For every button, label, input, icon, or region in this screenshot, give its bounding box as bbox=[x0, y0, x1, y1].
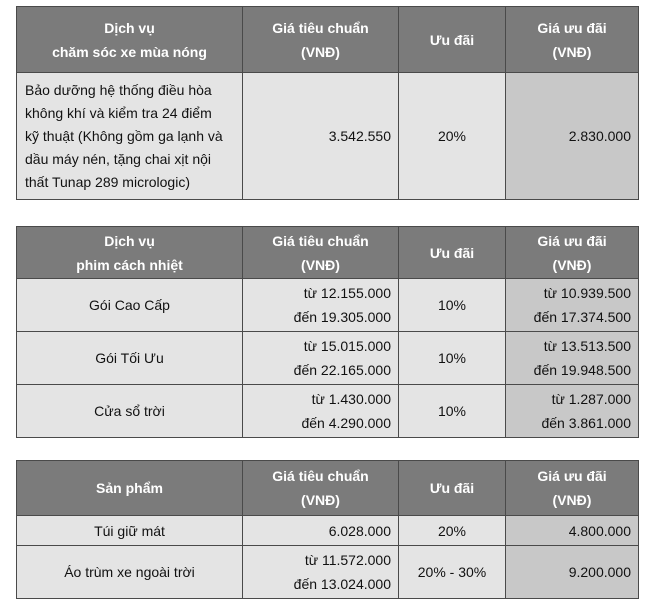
header-service: Dịch vụ phim cách nhiệt bbox=[17, 227, 243, 279]
table-row bbox=[17, 385, 639, 438]
header-service: Dịch vụ chăm sóc xe mùa nóng bbox=[17, 7, 243, 73]
discount-cell: 10% bbox=[399, 332, 506, 385]
standard-price-cell: 3.542.550 bbox=[243, 73, 399, 200]
table-row bbox=[17, 73, 639, 200]
service-name-cell: Cửa sổ trời bbox=[17, 385, 243, 438]
product-name-cell: Túi giữ mát bbox=[17, 516, 243, 546]
table-row bbox=[17, 546, 639, 599]
window-film-table bbox=[16, 226, 639, 438]
standard-price-cell: từ 11.572.000 đến 13.024.000 bbox=[243, 546, 399, 599]
table-header-row bbox=[17, 227, 639, 279]
products-table bbox=[16, 460, 639, 599]
table-row bbox=[17, 279, 639, 332]
standard-price-cell: 6.028.000 bbox=[243, 516, 399, 546]
discount-cell: 10% bbox=[399, 279, 506, 332]
header-discount: Ưu đãi bbox=[399, 227, 506, 279]
header-discount: Ưu đãi bbox=[399, 7, 506, 73]
promo-price-cell: từ 13.513.500 đến 19.948.500 bbox=[506, 332, 639, 385]
promo-price-cell: 9.200.000 bbox=[506, 546, 639, 599]
promo-price-cell: từ 10.939.500 đến 17.374.500 bbox=[506, 279, 639, 332]
header-promo-price: Giá ưu đãi (VNĐ) bbox=[506, 461, 639, 516]
table-header-row bbox=[17, 7, 639, 73]
header-product: Sản phẩm bbox=[17, 461, 243, 516]
discount-cell: 20% - 30% bbox=[399, 546, 506, 599]
header-discount: Ưu đãi bbox=[399, 461, 506, 516]
standard-price-cell: từ 15.015.000 đến 22.165.000 bbox=[243, 332, 399, 385]
service-name-cell: Gói Cao Cấp bbox=[17, 279, 243, 332]
product-name-cell: Áo trùm xe ngoài trời bbox=[17, 546, 243, 599]
promo-price-cell: 2.830.000 bbox=[506, 73, 639, 200]
summer-care-table bbox=[16, 6, 639, 200]
service-name-cell: Gói Tối Ưu bbox=[17, 332, 243, 385]
header-promo-price: Giá ưu đãi (VNĐ) bbox=[506, 227, 639, 279]
table-header-row bbox=[17, 461, 639, 516]
discount-cell: 10% bbox=[399, 385, 506, 438]
table-row bbox=[17, 332, 639, 385]
header-standard-price: Giá tiêu chuẩn (VNĐ) bbox=[243, 227, 399, 279]
standard-price-cell: từ 12.155.000 đến 19.305.000 bbox=[243, 279, 399, 332]
promo-price-cell: từ 1.287.000 đến 3.861.000 bbox=[506, 385, 639, 438]
header-standard-price: Giá tiêu chuẩn (VNĐ) bbox=[243, 7, 399, 73]
promo-price-cell: 4.800.000 bbox=[506, 516, 639, 546]
header-standard-price: Giá tiêu chuẩn (VNĐ) bbox=[243, 461, 399, 516]
service-name-cell: Bảo dưỡng hệ thống điều hòa không khí và kiểm tra 24 điểm kỹ thuật (Không gồm ga lạnh và dầu máy nén, tặng chai xịt nội thất Tunap 289 micrologic) bbox=[17, 73, 243, 200]
discount-cell: 20% bbox=[399, 73, 506, 200]
table-row bbox=[17, 516, 639, 546]
header-promo-price: Giá ưu đãi (VNĐ) bbox=[506, 7, 639, 73]
standard-price-cell: từ 1.430.000 đến 4.290.000 bbox=[243, 385, 399, 438]
discount-cell: 20% bbox=[399, 516, 506, 546]
